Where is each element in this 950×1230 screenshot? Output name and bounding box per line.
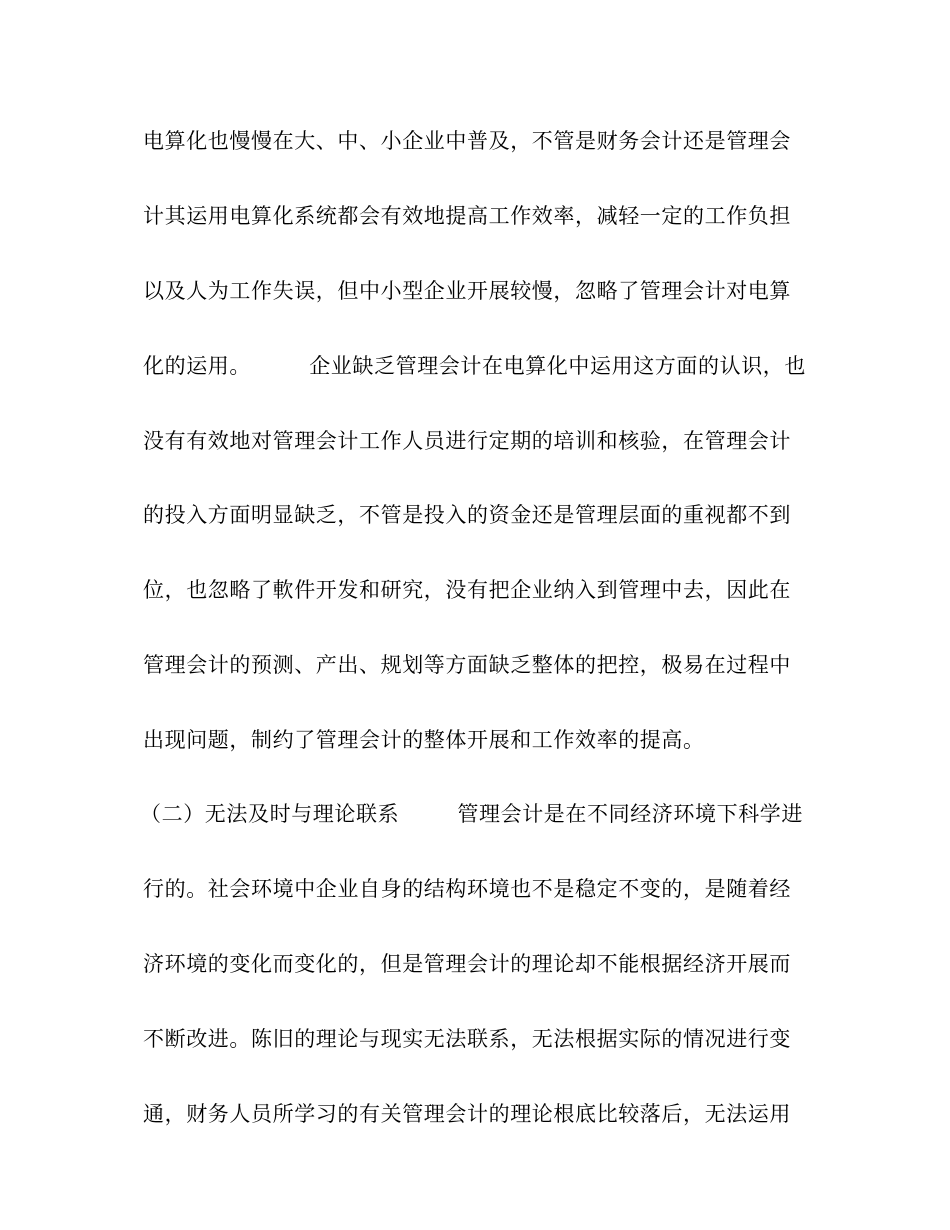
text-line: 的投入方面明显缺乏，不管是投入的资金还是管理层面的重视都不到 <box>143 503 791 527</box>
text-line: 电算化也慢慢在大、中、小企业中普及，不管是财务会计还是管理会 <box>143 129 791 153</box>
text-line: 出现问题，制约了管理会计的整体开展和工作效率的提高。 <box>143 728 705 752</box>
text-line: 不断改进。陈旧的理论与现实无法联系，无法根据实际的情况进行变 <box>143 1027 791 1051</box>
text-line: 行的。社会环境中企业自身的结构环境也不是稳定不变的，是随着经 <box>143 877 791 901</box>
text-line: 以及人为工作失误，但中小型企业开展较慢，忽略了管理会计对电算 <box>143 279 791 303</box>
text-line: 通，财务人员所学习的有关管理会计的理论根底比较落后，无法运用 <box>143 1102 791 1126</box>
text-line: 济环境的变化而变化的，但是管理会计的理论却不能根据经济开展而 <box>143 952 791 976</box>
text-line: 计其运用电算化系统都会有效地提高工作效率，减轻一定的工作负担 <box>143 204 791 228</box>
text-line: 位，也忽略了軟件开发和研究，没有把企业纳入到管理中去，因此在 <box>143 578 791 602</box>
text-line: 没有有效地对管理会计工作人员进行定期的培训和核验，在管理会计 <box>143 429 791 453</box>
text-line: 化的运用。 企业缺乏管理会计在电算化中运用这方面的认识，也 <box>143 354 806 378</box>
section-heading-line: （二）无法及时与理论联系 管理会计是在不同经济环境下科学进 <box>140 802 803 826</box>
text-line: 管理会计的预测、产出、规划等方面缺乏整体的把控，极易在过程中 <box>143 653 791 677</box>
